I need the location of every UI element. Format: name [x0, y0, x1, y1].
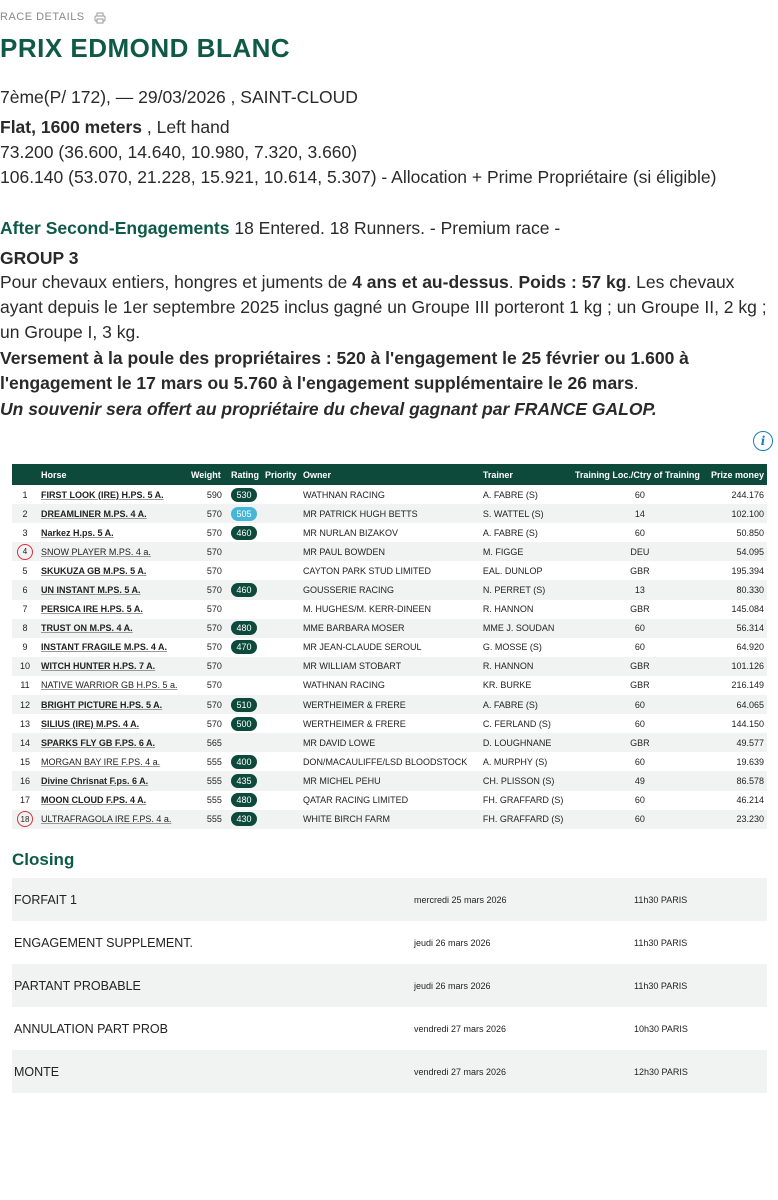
cell-training-location: DEU [630, 546, 650, 557]
race-direction: , Left hand [142, 117, 230, 137]
runner-number: 6 [22, 585, 28, 596]
cell-no [12, 810, 38, 829]
rating-badge: 500 [231, 717, 257, 731]
cell-horse [38, 714, 188, 733]
owner-fees-end: . [633, 373, 639, 393]
cell-horse [38, 676, 188, 695]
rating-badge: 400 [231, 755, 257, 769]
cell-no [12, 638, 38, 657]
cell-rating [228, 561, 262, 580]
top-bar [0, 8, 106, 26]
table-row[interactable] [12, 810, 767, 829]
cell-training-location: GBR [630, 604, 650, 615]
col-horse[interactable]: Horse [40, 469, 67, 480]
cell-prize-money: 50.850 [736, 527, 764, 538]
cell-rating [228, 810, 262, 829]
horse-link[interactable]: INSTANT FRAGILE M.PS. 4 A. [40, 642, 167, 653]
cell-weight: 590 [206, 489, 222, 500]
closing-time: 11h30 PARIS [634, 894, 688, 905]
cell-no [12, 695, 38, 714]
horse-link[interactable]: UN INSTANT M.PS. 5 A. [40, 585, 141, 596]
horse-link[interactable]: SILIUS (IRE) M.PS. 4 A. [40, 718, 140, 729]
cell-weight: 570 [206, 699, 222, 710]
cell-horse [38, 695, 188, 714]
cell-weight: 570 [206, 661, 222, 672]
cell-horse [38, 733, 188, 752]
horse-link[interactable]: MORGAN BAY IRE F.PS. 4 a. [40, 756, 161, 767]
cell-weight: 570 [206, 585, 222, 596]
cell-trainer: S. WATTEL (S) [482, 508, 544, 519]
cond-text: Pour chevaux entiers, hongres et juments de [0, 272, 353, 292]
cell-trainer: G. MOSSE (S) [482, 642, 542, 653]
cell-priority [262, 752, 300, 771]
cell-horse [38, 791, 188, 810]
table-row[interactable] [12, 695, 767, 714]
horse-link[interactable]: DREAMLINER M.PS. 4 A. [40, 508, 147, 519]
cell-priority [262, 771, 300, 790]
cell-training-location: 60 [634, 623, 645, 634]
horse-link[interactable]: Divine Chrisnat F.ps. 6 A. [40, 775, 149, 786]
rating-badge: 505 [231, 507, 257, 521]
col-training-location[interactable]: Training Loc./Ctry of Training [574, 469, 700, 480]
cell-trainer: C. FERLAND (S) [482, 718, 551, 729]
table-row[interactable] [12, 580, 767, 599]
cell-owner: MR PAUL BOWDEN [302, 546, 385, 557]
cell-training-location: GBR [630, 565, 650, 576]
runners-table [12, 464, 767, 829]
cell-horse [38, 485, 188, 504]
table-row[interactable] [12, 791, 767, 810]
runner-number: 16 [19, 775, 30, 786]
horse-link[interactable]: SKUKUZA GB M.PS. 5 A. [40, 565, 147, 576]
cell-rating [228, 676, 262, 695]
rating-badge: 430 [231, 812, 257, 826]
cell-training-location: 14 [634, 508, 645, 519]
rating-badge: 470 [231, 640, 257, 654]
cell-training-location: GBR [630, 737, 650, 748]
runner-number: 2 [22, 508, 28, 519]
table-row[interactable] [12, 600, 767, 619]
cell-no [12, 676, 38, 695]
col-no [12, 464, 38, 485]
cell-no [12, 771, 38, 790]
cell-trainer: CH. PLISSON (S) [482, 775, 555, 786]
race-details-label: RACE DETAILS [0, 11, 85, 23]
cell-weight: 570 [206, 604, 222, 615]
cell-no [12, 600, 38, 619]
cell-trainer: A. MURPHY (S) [482, 756, 548, 767]
closing-date: mercredi 25 mars 2026 [414, 894, 507, 905]
cell-owner: WHITE BIRCH FARM [302, 814, 390, 825]
cell-owner: MR WILLIAM STOBART [302, 661, 402, 672]
race-conditions [0, 270, 775, 345]
race-group: GROUP 3 [0, 248, 79, 268]
cell-prize-money: 49.577 [736, 737, 764, 748]
cell-training-location: 60 [634, 642, 645, 653]
cell-horse [38, 657, 188, 676]
cell-rating [228, 542, 262, 561]
table-row[interactable] [12, 638, 767, 657]
cell-trainer: MME J. SOUDAN [482, 623, 555, 634]
owner-fees [0, 346, 775, 396]
cell-no [12, 580, 38, 599]
info-icon[interactable]: i [753, 431, 773, 451]
souvenir-note: Un souvenir sera offert au propriétaire du cheval gagnant par FRANCE GALOP. [0, 399, 657, 419]
cell-priority [262, 657, 300, 676]
allocation-line: 106.140 (53.070, 21.228, 15.921, 10.614, 5.307) - Allocation + Prime Propriétaire (si éligible) [0, 167, 717, 187]
horse-link[interactable]: WITCH HUNTER H.PS. 7 A. [40, 661, 156, 672]
horse-link[interactable]: MOON CLOUD F.PS. 4 A. [40, 795, 147, 806]
cell-rating [228, 752, 262, 771]
cell-owner: MR MICHEL PEHU [302, 775, 381, 786]
cell-trainer: A. FABRE (S) [482, 489, 538, 500]
cell-prize-money: 80.330 [736, 585, 764, 596]
entries-text: 18 Entered. 18 Runners. - Premium race - [229, 218, 561, 238]
engagement-status: After Second-Engagements [0, 218, 230, 238]
cell-rating [228, 638, 262, 657]
cond-penalties: . Les chevaux ayant depuis le 1er septembre 2025 inclus gagné un Groupe III porteront 1 kg ; un Groupe II, 2 kg ; un Groupe I, 3 kg. [0, 272, 767, 342]
cell-training-location: 13 [634, 585, 645, 596]
cell-rating [228, 504, 262, 523]
cell-priority [262, 638, 300, 657]
cell-rating [228, 580, 262, 599]
table-header-row [12, 464, 767, 485]
table-row[interactable] [12, 542, 767, 561]
table-row[interactable] [12, 733, 767, 752]
cell-priority [262, 600, 300, 619]
runner-number-circled: 4 [17, 544, 33, 560]
runner-number: 12 [19, 699, 30, 710]
table-row[interactable] [12, 657, 767, 676]
closing-time: 10h30 PARIS [634, 1023, 688, 1034]
cell-priority [262, 695, 300, 714]
horse-link[interactable]: PERSICA IRE H.PS. 5 A. [40, 604, 143, 615]
surface-distance: Flat, 1600 meters [0, 117, 143, 137]
cell-owner: QATAR RACING LIMITED [302, 795, 409, 806]
cell-weight: 570 [206, 527, 222, 538]
cell-weight: 555 [206, 775, 222, 786]
table-row[interactable] [12, 561, 767, 580]
closing-row [12, 921, 767, 964]
runner-number: 1 [22, 489, 28, 500]
cell-trainer: R. HANNON [482, 604, 534, 615]
closing-name: MONTE [14, 1064, 60, 1079]
cell-prize-money: 195.394 [731, 565, 764, 576]
cell-trainer: A. FABRE (S) [482, 699, 538, 710]
closing-date: jeudi 26 mars 2026 [414, 980, 491, 991]
cond-age: 4 ans et au-dessus [352, 272, 509, 292]
rating-badge: 460 [231, 583, 257, 597]
cell-prize-money: 244.176 [731, 489, 764, 500]
cell-training-location: 60 [634, 814, 645, 825]
cell-no [12, 791, 38, 810]
runner-number: 8 [22, 623, 28, 634]
cell-prize-money: 86.578 [736, 775, 764, 786]
runner-number: 14 [19, 737, 30, 748]
cell-priority [262, 810, 300, 829]
cond-weight: Poids : 57 kg [518, 272, 627, 292]
cell-prize-money: 64.920 [736, 642, 764, 653]
cell-priority [262, 676, 300, 695]
cell-horse [38, 561, 188, 580]
cell-rating [228, 791, 262, 810]
col-prize-money[interactable]: Prize money [710, 469, 764, 480]
cell-rating [228, 714, 262, 733]
cell-trainer: R. HANNON [482, 661, 534, 672]
rating-badge: 460 [231, 526, 257, 540]
runner-number: 13 [19, 718, 30, 729]
cell-trainer: M. FIGGE [482, 546, 524, 557]
rating-badge: 480 [231, 621, 257, 635]
cell-trainer: KR. BURKE [482, 680, 532, 691]
table-row[interactable] [12, 619, 767, 638]
cell-prize-money: 102.100 [731, 508, 764, 519]
cell-horse [38, 580, 188, 599]
closing-name: PARTANT PROBABLE [14, 978, 141, 993]
cell-training-location: 60 [634, 527, 645, 538]
cell-no [12, 542, 38, 561]
col-owner[interactable]: Owner [302, 469, 331, 480]
cell-training-location: 60 [634, 756, 645, 767]
cell-prize-money: 46.214 [736, 795, 764, 806]
cell-prize-money: 101.126 [731, 661, 764, 672]
cell-prize-money: 145.084 [731, 604, 764, 615]
closing-row [12, 1007, 767, 1050]
race-title: PRIX EDMOND BLANC [0, 33, 291, 63]
engagement-line [0, 216, 778, 241]
table-row[interactable] [12, 752, 767, 771]
cell-owner: MR DAVID LOWE [302, 737, 376, 748]
cell-prize-money: 144.150 [731, 718, 764, 729]
closing-name: ENGAGEMENT SUPPLEMENT. [14, 935, 193, 950]
cell-horse [38, 504, 188, 523]
rating-badge: 510 [231, 698, 257, 712]
race-surface [0, 115, 778, 140]
cell-horse [38, 771, 188, 790]
closing-title: Closing [12, 850, 75, 869]
cell-priority [262, 561, 300, 580]
cell-no [12, 523, 38, 542]
cell-trainer: D. LOUGHNANE [482, 737, 552, 748]
cell-owner: WERTHEIMER & FRERE [302, 718, 406, 729]
cell-trainer: N. PERRET (S) [482, 585, 546, 596]
cell-priority [262, 619, 300, 638]
runner-number: 7 [22, 604, 28, 615]
cond-sep: . [508, 272, 519, 292]
col-trainer[interactable]: Trainer [482, 469, 513, 480]
cell-rating [228, 523, 262, 542]
horse-link[interactable]: SNOW PLAYER M.PS. 4 a. [40, 546, 151, 557]
cell-training-location: GBR [630, 661, 650, 672]
cell-priority [262, 733, 300, 752]
cell-rating [228, 733, 262, 752]
closing-row [12, 1050, 767, 1093]
cell-horse [38, 810, 188, 829]
horse-link[interactable]: Narkez H.ps. 5 A. [40, 527, 114, 538]
horse-link[interactable]: SPARKS FLY GB F.PS. 6 A. [40, 737, 156, 748]
cell-rating [228, 657, 262, 676]
closing-time: 11h30 PARIS [634, 937, 688, 948]
cell-rating [228, 771, 262, 790]
runner-number: 11 [20, 680, 30, 691]
cell-weight: 570 [206, 680, 222, 691]
cell-prize-money: 54.095 [736, 546, 764, 557]
cell-weight: 570 [206, 546, 222, 557]
race-meta: 7ème(P/ 172), — 29/03/2026 , SAINT-CLOUD [0, 87, 358, 107]
closing-row [12, 964, 767, 1007]
cell-training-location: 60 [634, 489, 645, 500]
cell-no [12, 714, 38, 733]
runner-number: 15 [19, 756, 30, 767]
cell-priority [262, 504, 300, 523]
cell-trainer: EAL. DUNLOP [482, 565, 543, 576]
closing-time: 11h30 PARIS [634, 980, 688, 991]
cell-priority [262, 485, 300, 504]
cell-training-location: 60 [634, 718, 645, 729]
horse-link[interactable]: TRUST ON M.PS. 4 A. [40, 623, 133, 634]
closing-name: FORFAIT 1 [14, 892, 77, 907]
cell-owner: WATHNAN RACING [302, 680, 385, 691]
cell-trainer: A. FABRE (S) [482, 527, 538, 538]
rating-badge: 435 [231, 774, 257, 788]
cell-priority [262, 714, 300, 733]
closing-date: vendredi 27 mars 2026 [414, 1066, 507, 1077]
table-row[interactable] [12, 504, 767, 523]
runner-number: 10 [19, 661, 30, 672]
cell-horse [38, 542, 188, 561]
prize-line: 73.200 (36.600, 14.640, 10.980, 7.320, 3.660) [0, 142, 358, 162]
horse-link[interactable]: BRIGHT PICTURE H.PS. 5 A. [40, 699, 163, 710]
cell-owner: GOUSSERIE RACING [302, 585, 394, 596]
cell-horse [38, 638, 188, 657]
runner-number-circled: 18 [17, 811, 33, 827]
cell-owner: MR NURLAN BIZAKOV [302, 527, 398, 538]
cell-priority [262, 580, 300, 599]
cell-priority [262, 523, 300, 542]
cell-prize-money: 64.065 [736, 699, 764, 710]
cell-prize-money: 19.639 [736, 756, 764, 767]
cell-no [12, 619, 38, 638]
cell-prize-money: 216.149 [731, 680, 764, 691]
cell-no [12, 504, 38, 523]
cell-owner: WERTHEIMER & FRERE [302, 699, 406, 710]
cell-owner: MR JEAN-CLAUDE SEROUL [302, 642, 422, 653]
table-row[interactable] [12, 485, 767, 504]
table-row[interactable] [12, 771, 767, 790]
runner-number: 5 [22, 565, 28, 576]
cell-owner: MR PATRICK HUGH BETTS [302, 508, 418, 519]
cell-no [12, 733, 38, 752]
cell-owner: M. HUGHES/M. KERR-DINEEN [302, 604, 431, 615]
cell-weight: 570 [206, 642, 222, 653]
closing-name: ANNULATION PART PROB [14, 1021, 168, 1036]
col-rating[interactable]: Rating [230, 469, 259, 480]
closing-list [12, 878, 767, 1093]
cell-trainer: FH. GRAFFARD (S) [482, 795, 564, 806]
cell-horse [38, 523, 188, 542]
col-priority[interactable]: Priority [264, 469, 297, 480]
printer-icon[interactable] [94, 11, 106, 23]
rating-badge: 480 [231, 793, 257, 807]
cell-no [12, 657, 38, 676]
rating-badge: 530 [231, 488, 257, 502]
cell-prize-money: 23.230 [736, 814, 764, 825]
cell-rating [228, 619, 262, 638]
cell-weight: 570 [206, 508, 222, 519]
cell-horse [38, 752, 188, 771]
cell-weight: 555 [206, 756, 222, 767]
cell-no [12, 561, 38, 580]
table-row[interactable] [12, 676, 767, 695]
cell-rating [228, 485, 262, 504]
cell-weight: 555 [206, 814, 222, 825]
cell-owner: CAYTON PARK STUD LIMITED [302, 565, 431, 576]
cell-owner: MME BARBARA MOSER [302, 623, 405, 634]
cell-prize-money: 56.314 [736, 623, 764, 634]
cell-training-location: 60 [634, 699, 645, 710]
closing-time: 12h30 PARIS [634, 1066, 688, 1077]
closing-row [12, 878, 767, 921]
owner-fees-text: Versement à la poule des propriétaires : 520 à l'engagement le 25 février ou 1.600 à l'engagement le 17 mars ou 5.760 à l'engagement supplémentaire le 26 mars [0, 348, 689, 393]
cell-weight: 555 [206, 795, 222, 806]
horse-link[interactable]: ULTRAFRAGOLA IRE F.PS. 4 a. [40, 814, 172, 825]
cell-trainer: FH. GRAFFARD (S) [482, 814, 564, 825]
cell-training-location: 60 [634, 795, 645, 806]
runner-number: 9 [22, 642, 28, 653]
table-row[interactable] [12, 714, 767, 733]
cell-owner: DON/MACAULIFFE/LSD BLOODSTOCK [302, 756, 468, 767]
runner-number: 17 [19, 795, 30, 806]
horse-link[interactable]: NATIVE WARRIOR GB H.PS. 5 a. [40, 680, 178, 691]
cell-training-location: GBR [630, 680, 650, 691]
table-row[interactable] [12, 523, 767, 542]
runner-number: 3 [22, 527, 28, 538]
cell-weight: 565 [206, 737, 222, 748]
col-weight[interactable]: Weight [190, 469, 221, 480]
closing-date: jeudi 26 mars 2026 [414, 937, 491, 948]
closing-date: vendredi 27 mars 2026 [414, 1023, 507, 1034]
cell-horse [38, 619, 188, 638]
cell-weight: 570 [206, 718, 222, 729]
cell-priority [262, 542, 300, 561]
cell-no [12, 485, 38, 504]
cell-weight: 570 [206, 623, 222, 634]
cell-training-location: 49 [634, 775, 645, 786]
cell-no [12, 752, 38, 771]
cell-owner: WATHNAN RACING [302, 489, 385, 500]
cell-priority [262, 791, 300, 810]
cell-horse [38, 600, 188, 619]
cell-rating [228, 600, 262, 619]
cell-weight: 570 [206, 565, 222, 576]
horse-link[interactable]: FIRST LOOK (IRE) H.PS. 5 A. [40, 489, 164, 500]
cell-rating [228, 695, 262, 714]
